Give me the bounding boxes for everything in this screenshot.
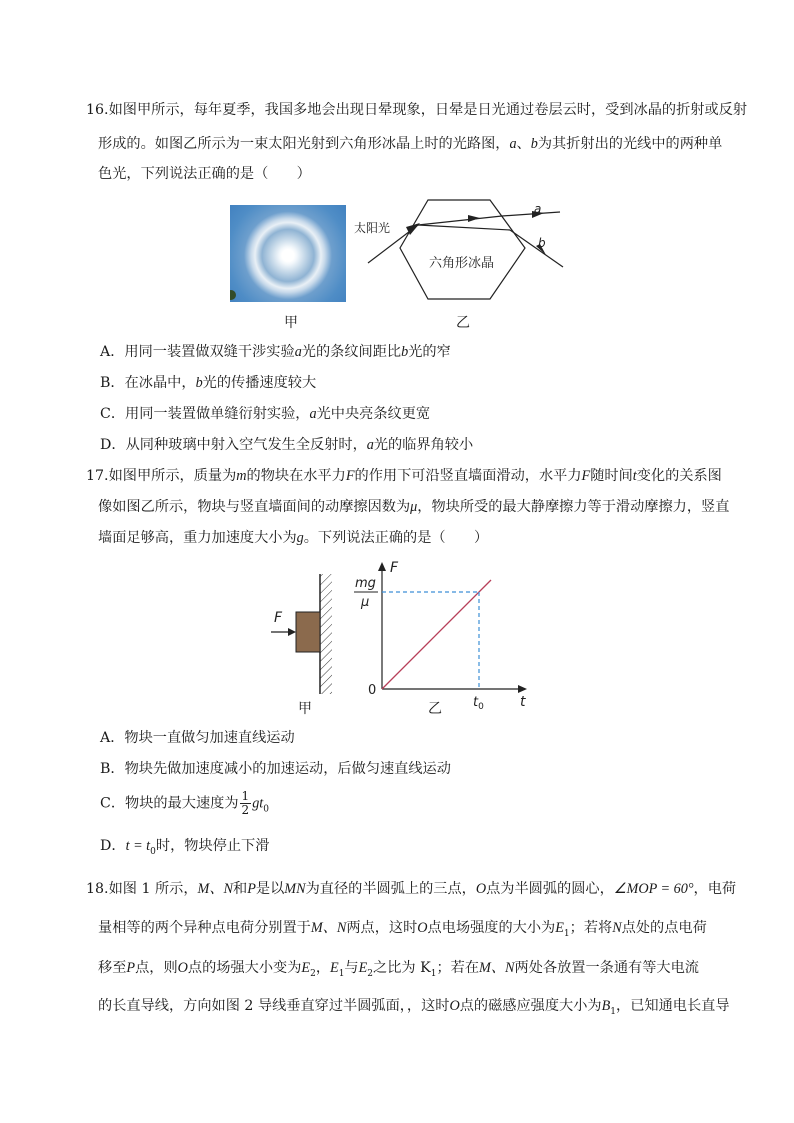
wall-hatching <box>320 574 332 694</box>
q17-line-2: 像如图乙所示，物块与竖直墙面间的动摩擦因数为μ，物块所受的最大静摩擦力等于滑动摩擦力，竖直 <box>98 499 730 515</box>
q17-caption-yi: 乙 <box>428 701 442 717</box>
force-arrow-head <box>288 628 296 636</box>
q18-line-4: 的长直导线，方向如图 2 导线垂直穿过半圆弧面，，这时O点的磁感应强度大小为$B_1$，已知通电长直导 <box>98 998 730 1017</box>
q18-line-1: 18.如图 1 所示，M、N和P是以MN为直径的半圆弧上的三点，O点为半圆弧的圆心，∠MOP = 60°，电荷 <box>86 881 737 897</box>
y-axis-arrow <box>378 562 386 571</box>
q17-option-a: A．物块一直做匀加速直线运动 <box>100 730 295 746</box>
q18-line-2: 量相等的两个异种点电荷分别置于M、N两点，这时O点电场强度的大小为$E_1$；若将N点处的点电荷 <box>98 920 707 939</box>
y-mark-denominator: μ <box>361 595 370 610</box>
q16-hexagon-diagram <box>350 195 580 310</box>
hexagon-crystal <box>400 200 525 299</box>
q16-line-3: 色光，下列说法正确的是（ ） <box>98 166 311 182</box>
ray-a-label: a <box>534 202 542 216</box>
x-mark-label: $t_0$ <box>473 695 484 712</box>
block <box>296 612 320 652</box>
q17-option-c: C．物块的最大速度为 $\frac{1}{2}$ $gt_0$ <box>100 789 269 817</box>
q16-line-2: 形成的。如图乙所示为一束太阳光射到六角形冰晶上时的光路图，a、b为其折射出的光线中的两种单 <box>98 136 723 152</box>
ray-out-a <box>502 212 560 216</box>
y-axis-label: F <box>390 560 399 576</box>
q17-line-3: 墙面足够高，重力加速度大小为g。下列说法正确的是（ ） <box>98 530 489 546</box>
q16-option-a: A．用同一装置做双缝干涉实验a光的条纹间距比b光的窄 <box>100 344 451 360</box>
f-t-line <box>382 580 491 689</box>
q16-option-d: D．从同种玻璃中射入空气发生全反射时，a光的临界角较小 <box>100 437 474 453</box>
q16-option-b: B．在冰晶中，b光的传播速度较大 <box>100 375 317 391</box>
force-label: F <box>274 610 283 626</box>
fraction-one-half: $\frac{1}{2}$ <box>241 789 250 817</box>
ray-inside-b <box>418 225 510 230</box>
tree-silhouette <box>230 290 236 300</box>
q17-line-1: 17.如图甲所示，质量为m的物块在水平力F的作用下可沿竖直墙面滑动，水平力F随时间t变化的关系图 <box>86 468 722 484</box>
origin-label: 0 <box>368 683 377 698</box>
q17-caption-jia: 甲 <box>298 701 312 717</box>
x-axis-label: t <box>520 694 526 710</box>
q17-option-d: D．$t = t_0$时，物块停止下滑 <box>100 838 270 857</box>
q17-block-diagram <box>265 572 345 707</box>
sun-light-label: 太阳光 <box>354 221 391 235</box>
q16-option-c: C．用同一装置做单缝衍射实验，a光中央亮条纹更宽 <box>100 406 431 422</box>
q16-caption-jia: 甲 <box>284 315 298 331</box>
q16-line-1: 16.如图甲所示，每年夏季，我国多地会出现日晕现象，日晕是日光通过卷层云时，受到冰晶的折射或反射 <box>86 102 748 118</box>
ray-inside-arrow <box>468 215 480 222</box>
q17-option-b: B．物块先做加速度减小的加速运动，后做匀速直线运动 <box>100 761 451 777</box>
q18-line-3: 移至P点，则O点的场强大小变为$E_2$，$E_1$与$E_2$之比为 $K_1$；若在M、N两处各放置一条通有等大电流 <box>98 960 699 979</box>
q16-halo-photo <box>230 205 346 302</box>
q17-ft-graph <box>350 556 540 716</box>
ray-b-label: b <box>538 236 546 250</box>
ray-inside-a <box>418 216 502 225</box>
crystal-label: 六角形冰晶 <box>429 256 495 271</box>
ray-out-b <box>510 230 563 267</box>
x-axis-arrow <box>518 685 527 693</box>
y-mark-numerator: mg <box>355 576 376 591</box>
q16-caption-yi: 乙 <box>456 315 470 331</box>
